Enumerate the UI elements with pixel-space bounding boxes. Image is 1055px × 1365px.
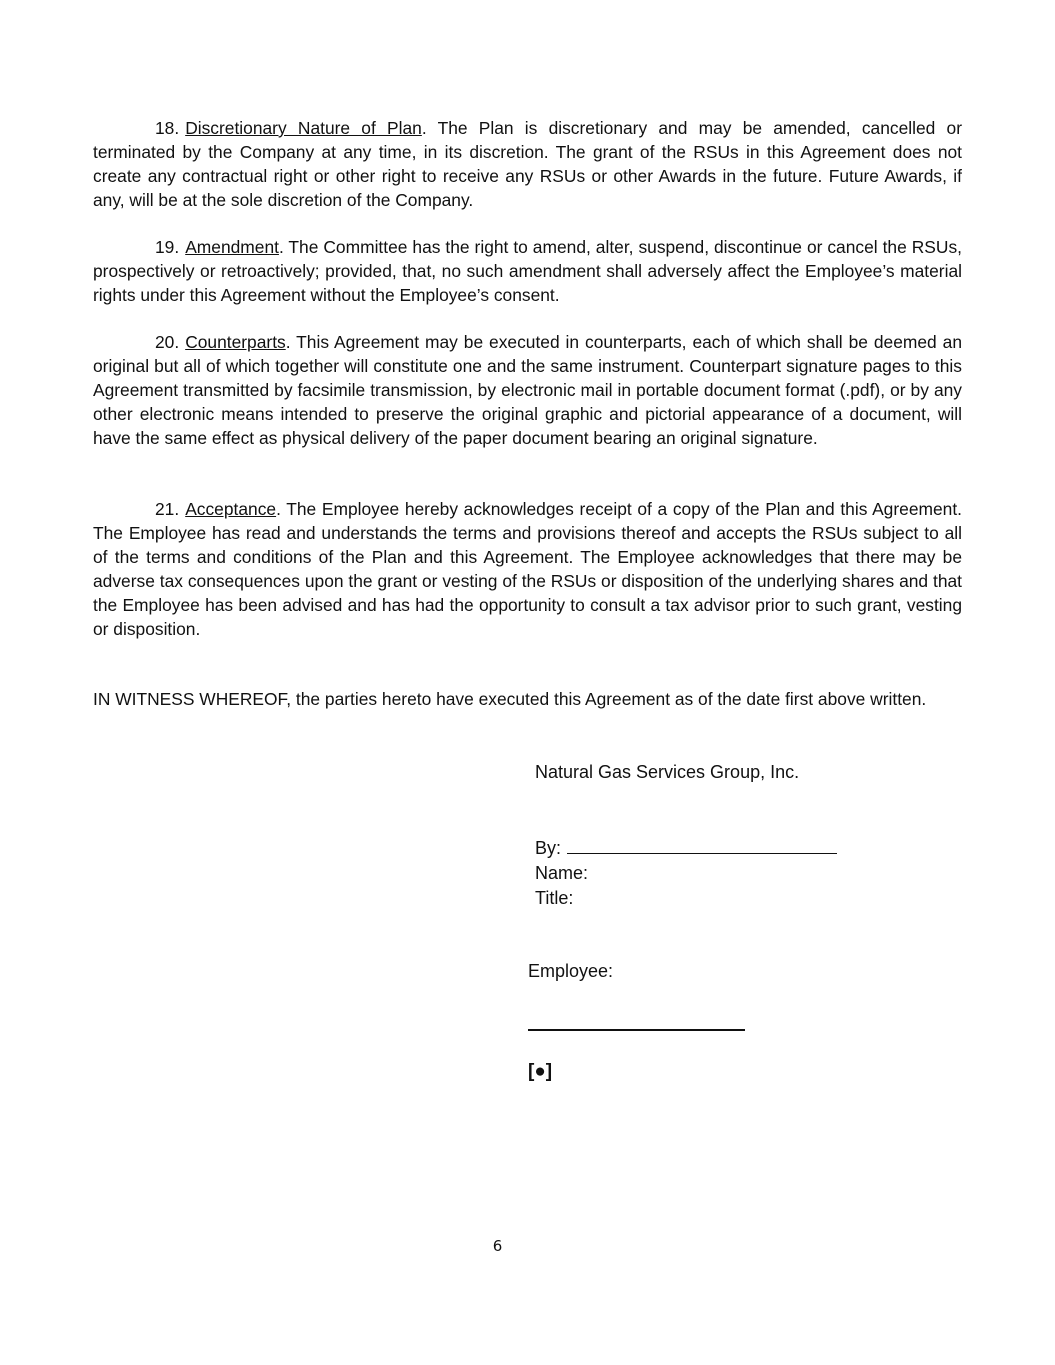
by-row (535, 836, 837, 861)
company-signature-block (535, 836, 837, 911)
section-20 (93, 331, 962, 451)
section-19 (93, 236, 962, 308)
section-number: 19. (155, 237, 180, 257)
section-body: . The Employee hereby acknowledges receipt of a copy of the Plan and this Agreement. The Employee has read and understands the terms and provisions thereof and accepts the RSUs subject to all of the terms and conditions of the Plan and this Agreement. The Employee acknowledges that there may be adverse tax consequences upon the grant or vesting of the RSUs or disposition of the underlying shares and that the Employee has been advised and has had the opportunity to consult a tax advisor prior to such grant, vesting or disposition. (93, 499, 962, 639)
page-number: 6 (492, 1237, 503, 1255)
section-heading: Amendment (185, 237, 279, 257)
employee-signature-line (528, 1029, 745, 1031)
signature-line (567, 837, 837, 854)
section-number: 18. (155, 118, 180, 138)
section-body: . The Plan is discretionary and may be amended, cancelled or terminated by the Company at any time, in its discretion. The grant of the RSUs in this Agreement does not create any contractual right or other right to receive any RSUs or other Awards in the future. Future Awards, if any, will be at the sole discretion of the Company. (93, 118, 962, 210)
section-18 (93, 117, 962, 213)
section-number: 20. (155, 332, 180, 352)
section-21 (93, 498, 962, 641)
section-heading: Counterparts (185, 332, 286, 352)
company-name: Natural Gas Services Group, Inc. (535, 762, 800, 782)
section-heading: Acceptance (185, 499, 277, 519)
by-label: By: (535, 838, 562, 858)
section-number: 21. (155, 499, 180, 519)
section-heading: Discretionary Nature of Plan (185, 118, 422, 138)
title-label: Title: (535, 888, 574, 908)
section-body: . This Agreement may be executed in counterparts, each of which shall be deemed an original but all of which together will constitute one and the same instrument. Counterpart signature pages to this Agreement transmitted by facsimile transmission, by electronic mail in portable document format (.pdf), or by any other electronic means intended to preserve the original graphic and pictorial appearance of a document, will have the same effect as physical delivery of the paper document bearing an original signature. (93, 332, 962, 448)
witness-clause: IN WITNESS WHEREOF, the parties hereto have executed this Agreement as of the date first above written. (93, 689, 927, 709)
employee-name-placeholder: [●] (528, 1061, 553, 1082)
employee-label: Employee: (528, 961, 614, 981)
section-body: . The Committee has the right to amend, alter, suspend, discontinue or cancel the RSUs, prospectively or retroactively; provided, that, no such amendment shall adversely affect the Employee’s material rights under this Agreement without the Employee’s consent. (93, 237, 962, 305)
name-label: Name: (535, 863, 589, 883)
